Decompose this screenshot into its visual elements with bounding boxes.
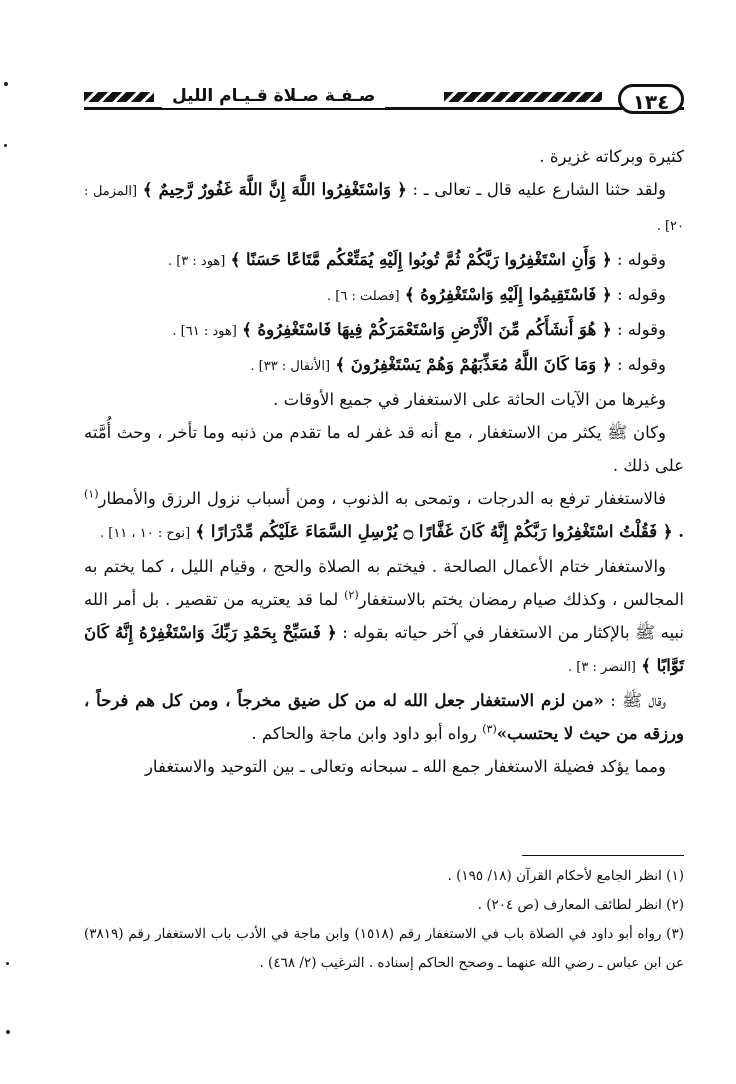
footnote: (٣) رواه أبو داود في الصلاة باب في الاستغفار رقم (١٥١٨) وابن ماجة في الأدب باب الاستغفار رقم (٣٨١٩) عن ابن عباس ـ رضي الله عنهما ـ وصحح الحاكم إسناده . الترغيب (٢/ ٤٦٨) . xyxy=(84,926,684,971)
margin-speck xyxy=(4,82,8,86)
paragraph xyxy=(84,278,684,313)
footnote: (٢) انظر لطائف المعارف (ص ٢٠٤) . xyxy=(477,897,684,913)
verse-reference: [نوح : ١٠ ، ١١] . xyxy=(99,526,191,541)
margin-speck xyxy=(6,1030,10,1034)
text-run: وغيرها من الآيات الحاثة على الاستغفار في جميع الأوقات . xyxy=(273,390,666,409)
margin-speck xyxy=(6,962,9,965)
footnote-marker: (٢) xyxy=(344,588,359,602)
quran-verse: ﴿ فَسَبِّحْ بِحَمْدِ رَبِّكَ وَاسْتَغْفِرْهُ إِنَّهُ كَانَ تَوَّابًا ﴾ xyxy=(84,623,684,675)
footnote-marker: (١) xyxy=(84,487,99,501)
text-run: وقوله : xyxy=(616,285,666,304)
verse-reference: [فصلت : ٦] . xyxy=(327,289,400,304)
paragraph xyxy=(84,173,684,243)
paragraph xyxy=(84,243,684,278)
verse-reference: [المزمل : ٢٠] . xyxy=(84,184,684,234)
text-run: وقوله : xyxy=(616,250,666,269)
page-header xyxy=(84,84,684,118)
hadith-quote: «من لزم الاستغفار جعل الله له من كل ضيق مخرجاً ، ومن كل هم فرحاً ، ورزقه من حيث لا يحتسب» xyxy=(84,691,684,743)
paragraph xyxy=(84,416,684,482)
text-run: كثيرة وبركاته غزيرة . xyxy=(539,147,684,166)
text-run: ولقد حثنا الشارع عليه قال ـ تعالى ـ : xyxy=(412,180,666,199)
text-run: وقوله : xyxy=(616,355,666,374)
paragraph xyxy=(84,313,684,348)
running-title: صـفـة صـلاة قـيـام الليل xyxy=(162,84,385,108)
paragraph xyxy=(84,684,684,750)
paragraph xyxy=(84,383,684,416)
header-ornament-right xyxy=(444,92,602,102)
text-run: لما قد يعتريه من تقصير . بل أمر الله نبيه ﷺ بالإكثار من الاستغفار في آخر حياته بقوله : xyxy=(84,590,684,642)
header-ornament-left xyxy=(84,92,154,102)
quran-verse: ﴿ وَاسْتَغْفِرُوا اللَّهَ إِنَّ اللَّهَ غَفُورٌ رَّحِيمٌ ﴾ xyxy=(142,180,407,199)
page-number: ١٣٤ xyxy=(618,84,684,114)
text-run: وقوله : xyxy=(616,320,666,339)
quran-verse: ﴿ هُوَ أَنشَأَكُم مِّنَ الْأَرْضِ وَاسْتَعْمَرَكُمْ فِيهَا فَاسْتَغْفِرُوهُ ﴾ xyxy=(242,320,612,339)
text-run: وقال ﷺ : xyxy=(610,691,667,710)
verse-reference: [هود : ٦١] . xyxy=(172,324,237,339)
verse-reference: [النصر : ٣] . xyxy=(568,660,637,675)
footnote-separator xyxy=(522,855,684,856)
quran-verse: ﴿ وَأَنِ اسْتَغْفِرُوا رَبَّكُمْ ثُمَّ تُوبُوا إِلَيْهِ يُمَتِّعْكُم مَّتَاعًا حَسَنًا ﴾ xyxy=(230,250,612,269)
paragraph xyxy=(84,750,684,783)
text-run: وكان ﷺ يكثر من الاستغفار ، مع أنه قد غفر له ما تقدم من ذنبه وما تأخر ، وحث أُمَّته على ذلك . xyxy=(84,423,684,475)
text-run: فالاستغفار ترفع به الدرجات ، وتمحى به الذنوب ، ومن أسباب نزول الرزق والأمطار xyxy=(98,489,666,508)
paragraph xyxy=(84,348,684,383)
verse-reference: [الأنفال : ٣٣] . xyxy=(250,359,331,374)
paragraph xyxy=(84,550,684,684)
footnote-marker: (٣) xyxy=(482,722,497,736)
paragraph xyxy=(84,482,684,550)
quran-verse: ﴿ وَمَا كَانَ اللَّهُ مُعَذِّبَهُمْ وَهُمْ يَسْتَغْفِرُونَ ﴾ xyxy=(335,355,612,374)
text-run: ومما يؤكد فضيلة الاستغفار جمع الله ـ سبحانه وتعالى ـ بين التوحيد والاستغفار xyxy=(144,757,666,776)
text-run: والاستغفار ختام الأعمال الصالحة . فيختم به الصلاة والحج ، وقيام الليل ، كما يختم به المجالس ، وكذلك صيام رمضان يختم بالاستغفار xyxy=(84,557,685,609)
main-text xyxy=(84,140,684,783)
footnotes xyxy=(84,862,684,978)
paragraph xyxy=(84,140,684,173)
verse-reference: [هود : ٣] . xyxy=(167,254,226,269)
text-run: رواه أبو داود وابن ماجة والحاكم . xyxy=(251,724,477,743)
quran-verse: ﴿ فَاسْتَقِيمُوا إِلَيْهِ وَاسْتَغْفِرُوهُ ﴾ xyxy=(404,285,612,304)
margin-speck xyxy=(4,144,7,147)
footnote: (١) انظر الجامع لأحكام القرآن (١٨/ ١٩٥) . xyxy=(447,868,684,884)
quran-verse: . ﴿ فَقُلْتُ اسْتَغْفِرُوا رَبَّكُمْ إِنَّهُ كَانَ غَفَّارًا ۝ يُرْسِلِ السَّمَاءَ عَلَيْكُم مِّدْرَارًا ﴾ xyxy=(195,522,684,541)
